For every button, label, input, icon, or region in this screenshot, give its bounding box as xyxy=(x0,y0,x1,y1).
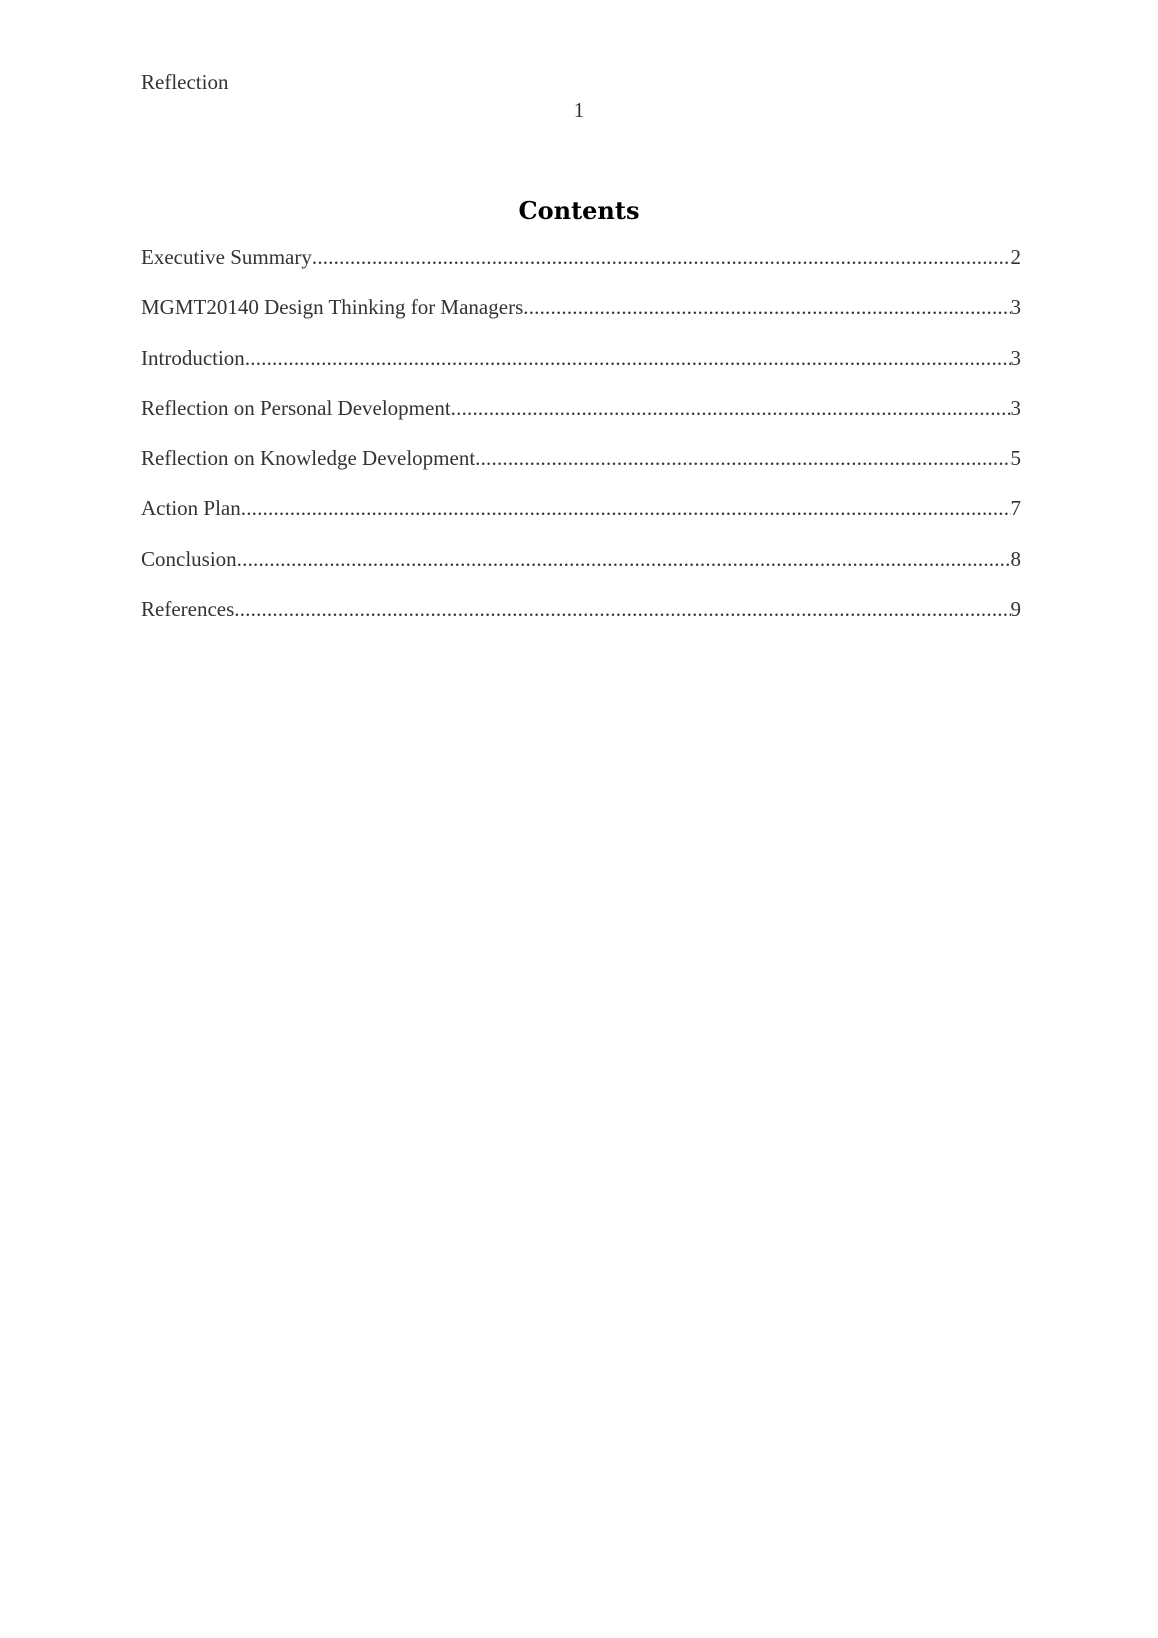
toc-entry-introduction[interactable] xyxy=(141,344,1021,394)
toc-dot-leader xyxy=(475,444,1010,472)
toc-entry-label: Reflection on Personal Development xyxy=(141,395,451,420)
page-number: 1 xyxy=(573,98,585,122)
toc-dot-leader xyxy=(245,344,1011,372)
toc-entry-label: Conclusion xyxy=(141,546,237,571)
toc-entry-conclusion[interactable] xyxy=(141,545,1021,595)
toc-entry-mgmt20140[interactable] xyxy=(141,293,1021,343)
toc-entry-page: 5 xyxy=(1010,446,1021,471)
toc-entry-label: Action Plan xyxy=(141,496,241,521)
toc-entry-label: Executive Summary xyxy=(141,245,312,269)
toc-entry-references[interactable] xyxy=(141,595,1021,645)
toc-entry-personal-development[interactable] xyxy=(141,394,1021,444)
table-of-contents xyxy=(141,243,1021,645)
toc-entry-label: Introduction xyxy=(141,345,245,370)
toc-entry-label: MGMT20140 Design Thinking for Managers xyxy=(141,295,524,320)
toc-entry-executive-summary[interactable] xyxy=(141,243,1021,293)
toc-dot-leader xyxy=(241,494,1011,522)
toc-dot-leader xyxy=(234,595,1010,623)
toc-entry-page: 3 xyxy=(1010,295,1021,320)
toc-dot-leader xyxy=(237,545,1011,573)
toc-entry-page: 3 xyxy=(1010,395,1021,420)
toc-entry-knowledge-development[interactable] xyxy=(141,444,1021,494)
toc-entry-label: References xyxy=(141,597,235,622)
toc-entry-page: 2 xyxy=(1010,245,1021,269)
toc-entry-action-plan[interactable] xyxy=(141,494,1021,544)
toc-heading: Contents xyxy=(518,196,640,225)
toc-dot-leader xyxy=(523,293,1010,321)
toc-entry-label: Reflection on Knowledge Development xyxy=(141,446,476,471)
toc-dot-leader xyxy=(451,394,1011,422)
toc-entry-page: 3 xyxy=(1010,345,1021,370)
toc-dot-leader xyxy=(312,243,1011,271)
toc-entry-page: 9 xyxy=(1010,597,1021,622)
running-header-title: Reflection xyxy=(141,70,229,94)
toc-entry-page: 8 xyxy=(1010,546,1021,571)
toc-entry-page: 7 xyxy=(1010,496,1021,521)
